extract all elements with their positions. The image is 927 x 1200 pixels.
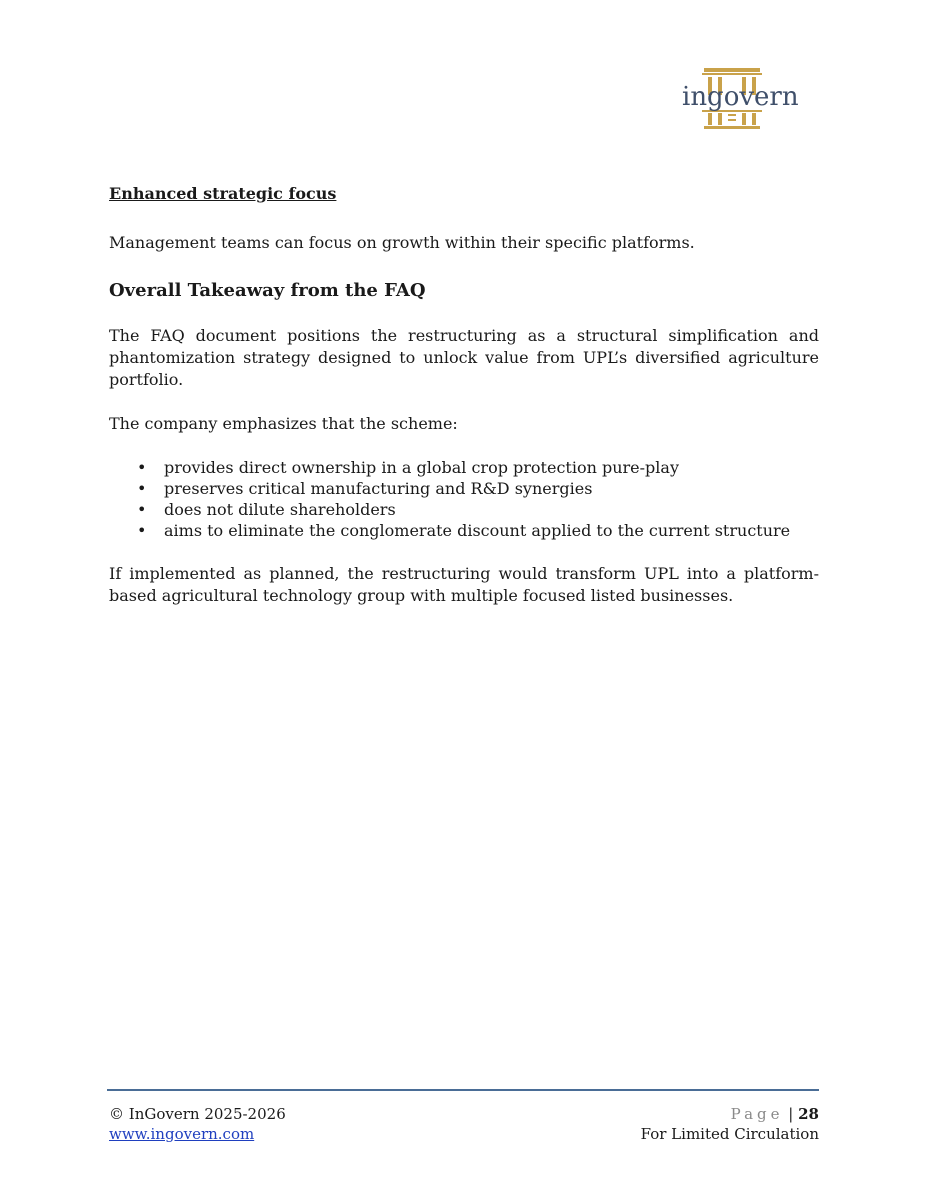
- circulation-notice: For Limited Circulation: [640, 1125, 819, 1143]
- list-item: [109, 457, 819, 478]
- page-label: Page: [730, 1105, 784, 1123]
- footer-rule: [107, 1089, 819, 1091]
- page-indicator: [641, 1104, 819, 1124]
- list-item-text: does not dilute shareholders: [164, 500, 396, 519]
- paragraph-faq-positions: The FAQ document positions the restructuring as a structural simplification and phantomization strategy designed to unlock value from UPL’s diversified agriculture portfolio.: [109, 326, 819, 389]
- section-heading-overall-takeaway: Overall Takeaway from the FAQ: [109, 280, 426, 301]
- bullet-icon: •: [137, 458, 147, 477]
- logo-wordmark: ingovern: [682, 82, 799, 112]
- paragraph-management-teams: Management teams can focus on growth within their specific platforms.: [109, 233, 695, 252]
- bullet-icon: •: [137, 479, 147, 498]
- list-item: [109, 520, 819, 541]
- website-link[interactable]: www.ingovern.com: [109, 1125, 255, 1143]
- scheme-bullet-list: [109, 457, 819, 541]
- list-item-text: aims to eliminate the conglomerate discount applied to the current structure: [164, 521, 791, 540]
- list-item-text: preserves critical manufacturing and R&D synergies: [164, 479, 593, 498]
- footer-right: [641, 1104, 819, 1144]
- ingovern-logo: [680, 66, 799, 130]
- page-number: 28: [798, 1105, 819, 1123]
- paragraph-if-implemented: If implemented as planned, the restructuring would transform UPL into a platform-based agricultural technology group with multiple focused listed businesses.: [109, 564, 819, 605]
- copyright-text: © InGovern 2025-2026: [109, 1105, 286, 1123]
- bullet-icon: •: [137, 500, 147, 519]
- footer-left: [109, 1104, 286, 1144]
- page-separator: |: [788, 1105, 794, 1123]
- list-item: [109, 478, 819, 499]
- list-item-text: provides direct ownership in a global crop protection pure-play: [164, 458, 679, 477]
- document-body: [109, 183, 819, 607]
- bullet-icon: •: [137, 521, 147, 540]
- subheading-enhanced-strategic-focus: Enhanced strategic focus: [109, 184, 337, 203]
- list-item: [109, 499, 819, 520]
- paragraph-company-emphasizes: The company emphasizes that the scheme:: [109, 414, 458, 433]
